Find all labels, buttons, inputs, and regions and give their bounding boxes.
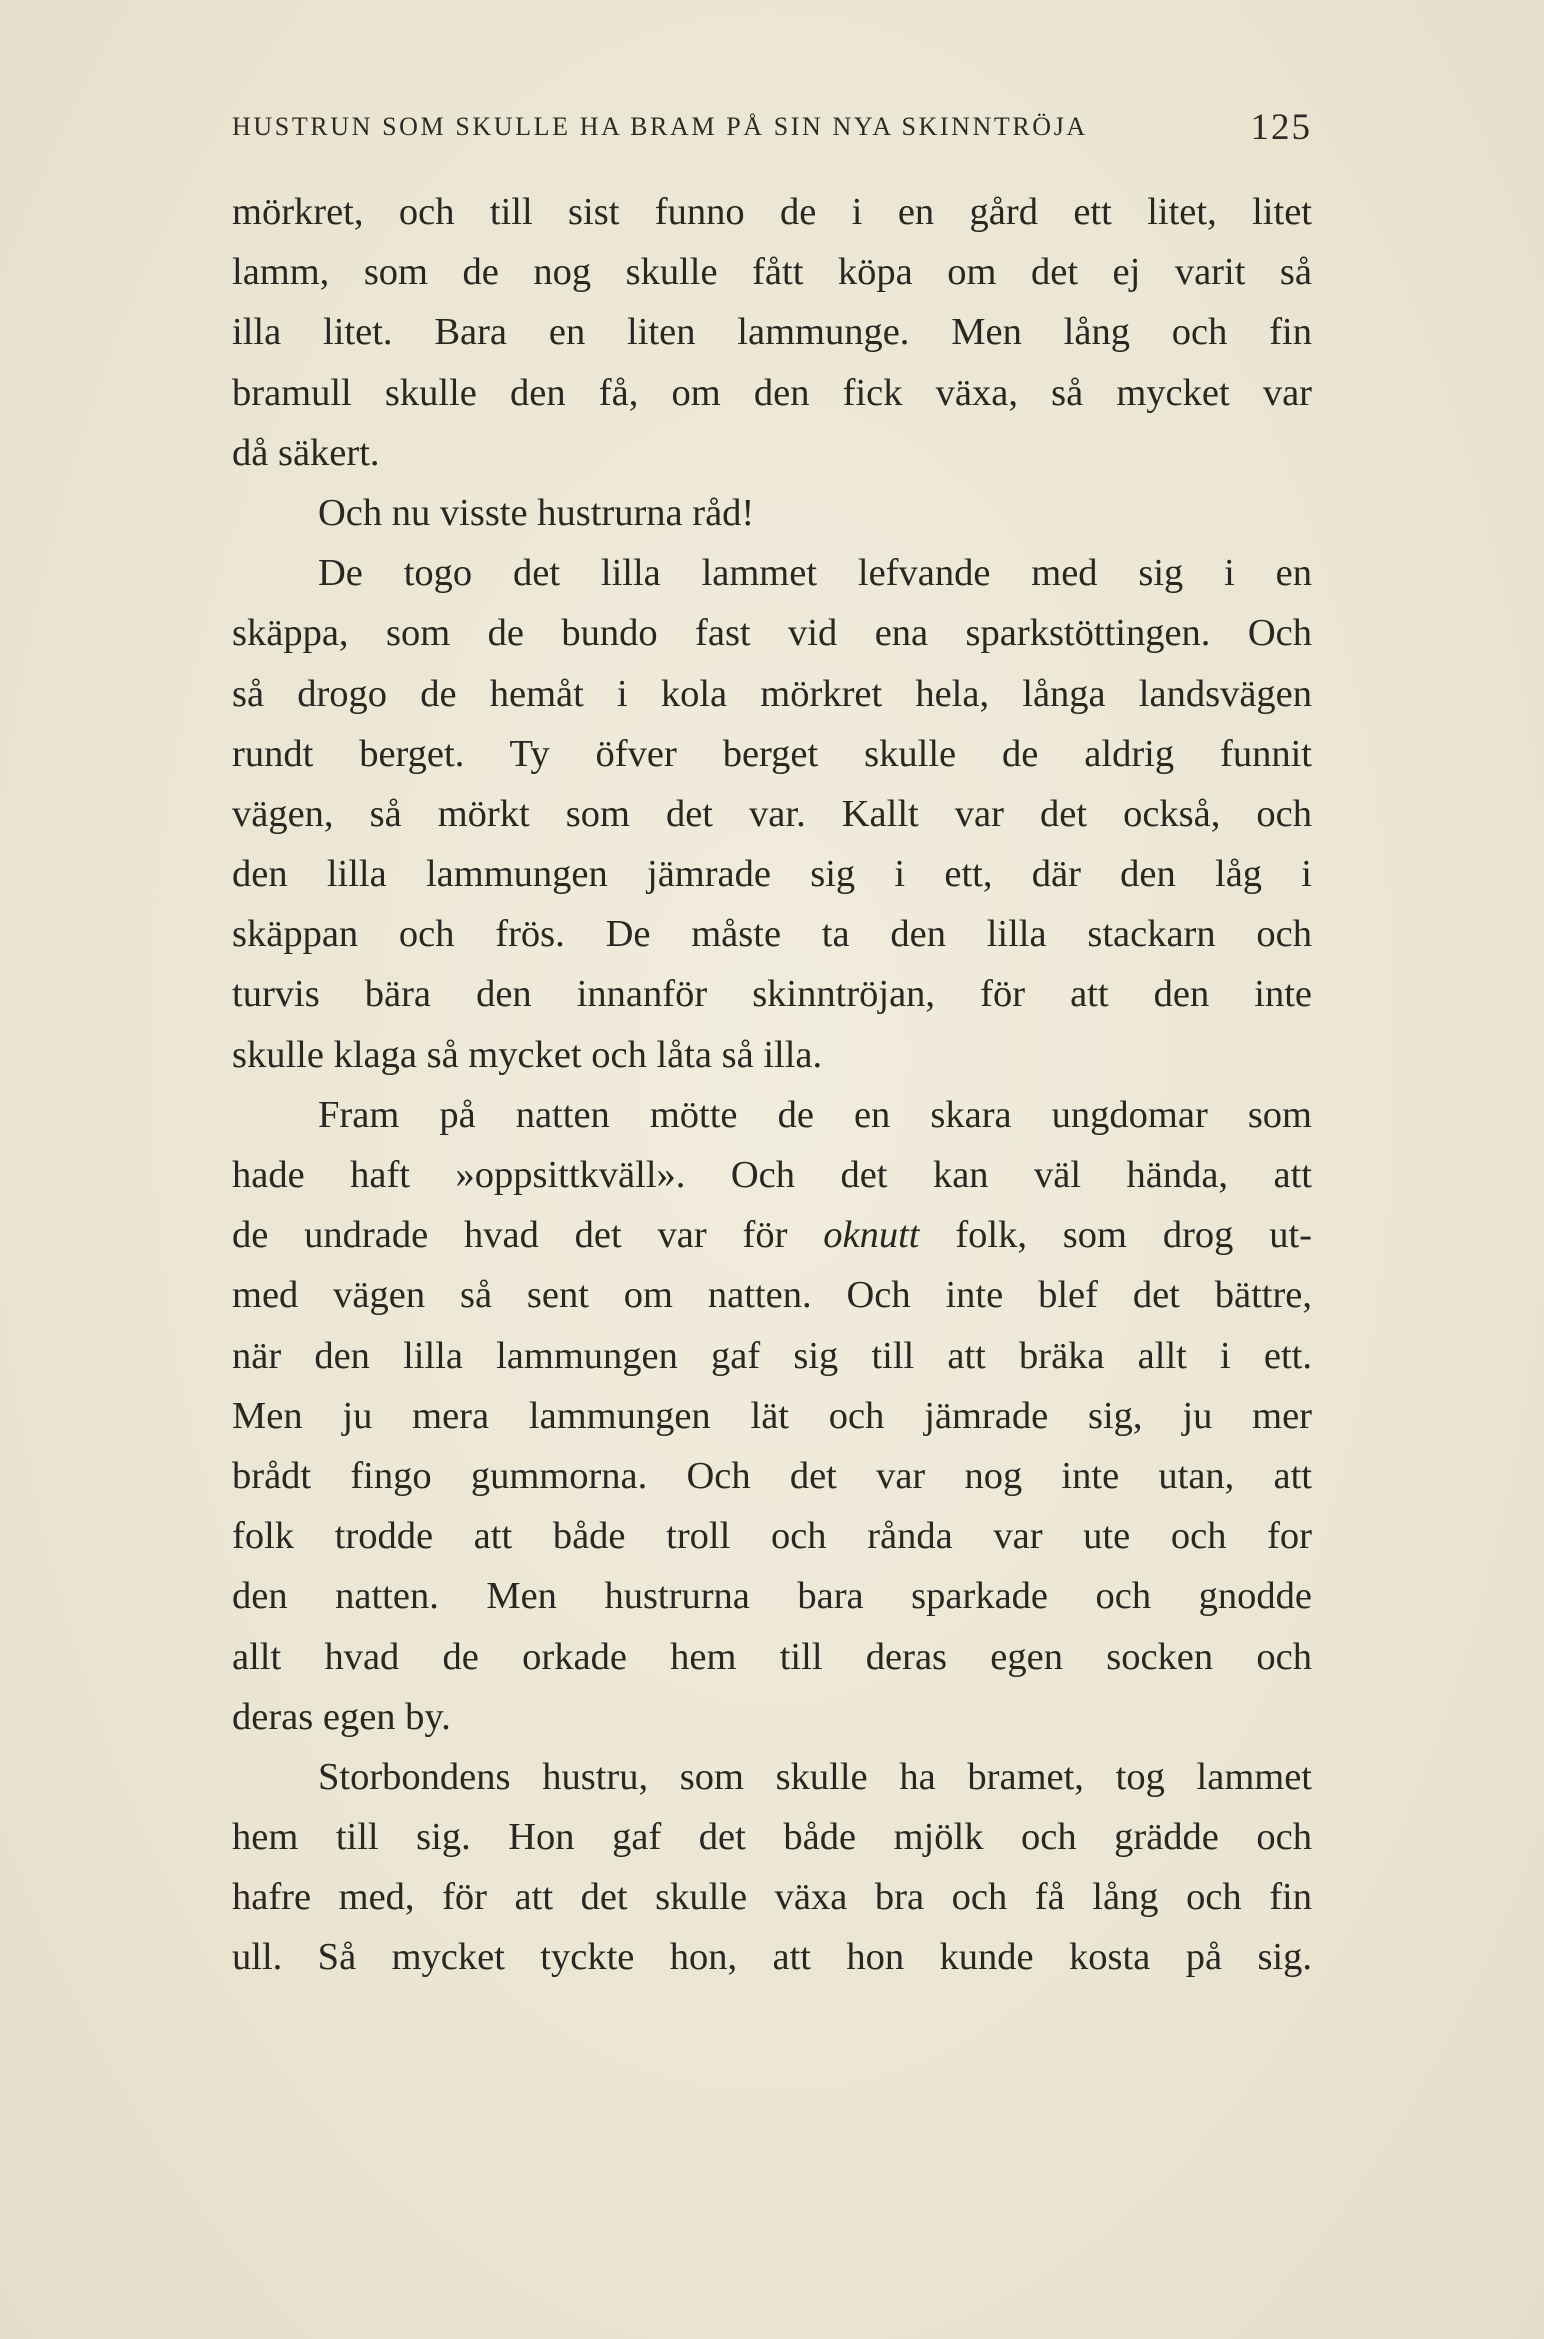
text-line: deras egen by. (232, 1695, 451, 1738)
text-line: den natten. Men hustrurna bara sparkade och gnodde (232, 1575, 1312, 1618)
text-line: folk trodde att både troll och rånda var ute och for (232, 1515, 1312, 1558)
text-line: Men ju mera lammungen lät och jämrade sig, ju mer (232, 1394, 1312, 1437)
page-number: 125 (1250, 107, 1312, 148)
text-line: illa litet. Bara en liten lammunge. Men lång och fin (232, 311, 1312, 354)
running-head: HUSTRUN SOM SKULLE HA BRAM PÅ SIN NYA SKINNTRÖJA (232, 112, 1088, 141)
text-line: brådt fingo gummorna. Och det var nog inte utan, att (232, 1454, 1312, 1497)
text-line (232, 1205, 1312, 1265)
text-line: när den lilla lammungen gaf sig till att bräka allt i ett. (232, 1334, 1312, 1377)
text-line: Fram på natten mötte de en skara ungdomar som (318, 1093, 1312, 1136)
text-line: den lilla lammungen jämrade sig i ett, där den låg i (232, 853, 1312, 896)
text-line: skäppa, som de bundo fast vid ena sparkstöttingen. Och (232, 612, 1312, 655)
text-line: hafre med, för att det skulle växa bra och få lång och fin (232, 1876, 1312, 1919)
italic-word: oknutt (823, 1214, 920, 1257)
text-line: hem till sig. Hon gaf det både mjölk och grädde och (232, 1816, 1312, 1859)
text-line: Och nu visste hustrurna råd! (318, 491, 755, 534)
text-line: Storbondens hustru, som skulle ha bramet, tog lammet (318, 1755, 1312, 1798)
page-header (232, 107, 1312, 152)
text-line: hade haft »oppsittkväll». Och det kan väl hända, att (232, 1154, 1312, 1196)
text-line: allt hvad de orkade hem till deras egen socken och (232, 1635, 1312, 1678)
text-line: så drogo de hemåt i kola mörkret hela, långa landsvägen (232, 672, 1312, 715)
text-line: då säkert. (232, 431, 380, 474)
text-line: turvis bära den innanför skinntröjan, för att den inte (232, 973, 1312, 1016)
text-line: lamm, som de nog skulle fått köpa om det ej varit så (232, 251, 1312, 294)
text-line: skäppan och frös. De måste ta den lilla stackarn och (232, 913, 1312, 956)
text-line: rundt berget. Ty öfver berget skulle de aldrig funnit (232, 732, 1312, 775)
text-line: De togo det lilla lammet lefvande med sig i en (318, 552, 1312, 595)
text-segment: folk, som drog ut- (919, 1214, 1312, 1257)
text-line: ull. Så mycket tyckte hon, att hon kunde kosta på sig. (232, 1936, 1312, 1979)
text-line: vägen, så mörkt som det var. Kallt var det också, och (232, 792, 1312, 835)
text-line: skulle klaga så mycket och låta så illa. (232, 1033, 823, 1076)
text-line: mörkret, och till sist funno de i en gård ett litet, litet (232, 191, 1312, 233)
text-segment: de undrade hvad det var för (232, 1214, 824, 1257)
text-line: med vägen så sent om natten. Och inte blef det bättre, (232, 1274, 1312, 1317)
text-line: bramull skulle den få, om den fick växa, så mycket var (232, 371, 1312, 414)
body-text (232, 182, 1312, 1988)
